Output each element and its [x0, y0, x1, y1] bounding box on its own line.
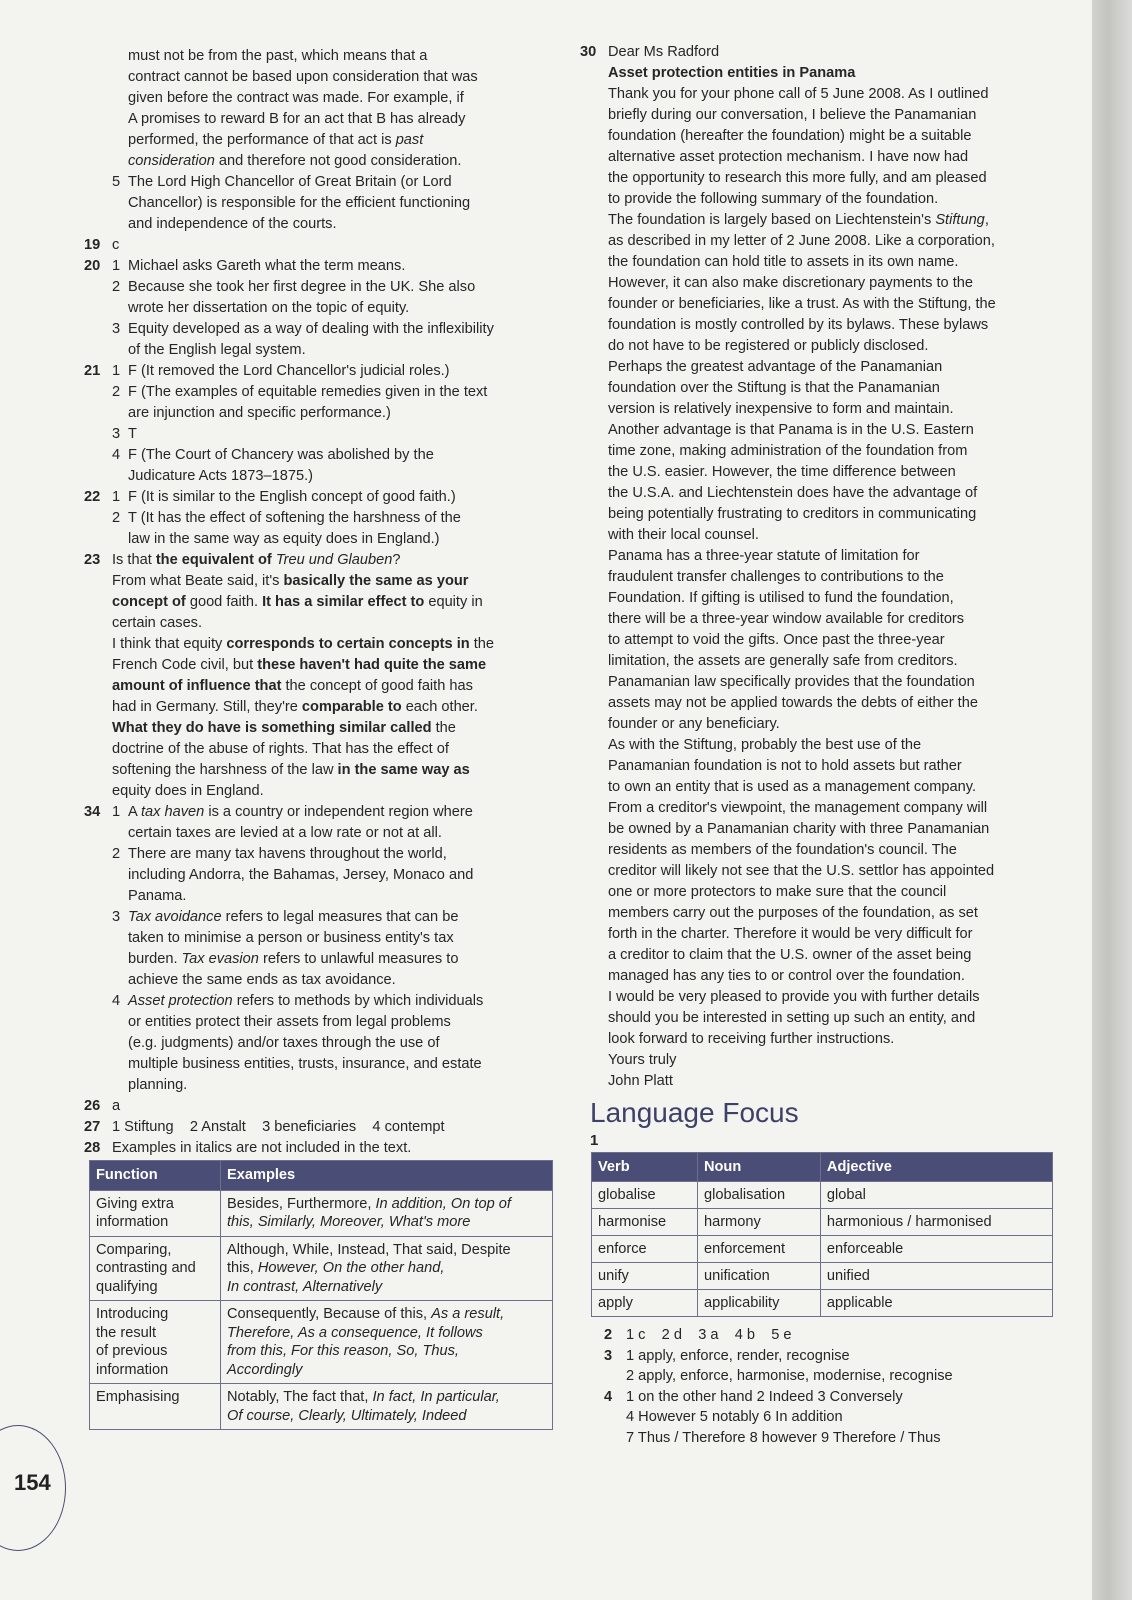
answer-continuation: must not be from the past, which means that a contract cannot be based upon consideration that was given before the contract was made. For example, if A promises to reward B for an act that B has already performed, the performance of that act is past consideration and therefore not good consideration. — [128, 48, 478, 169]
letter-line: do not have to be registered or publicly disclosed. — [608, 338, 929, 354]
table-header-function: Function — [90, 1161, 221, 1191]
letter-line: fraudulent transfer challenges to contributions to the — [608, 569, 944, 585]
answer-item-5: 5 The Lord High Chancellor of Great Britain (or Lord Chancellor) is responsible for the efficient functioning and independence of the courts. — [112, 174, 471, 232]
word-forms-table — [591, 1152, 1053, 1317]
letter-line: the U.S. easier. However, the time difference between — [608, 464, 956, 480]
letter-line: version is relatively inexpensive to form and maintain. — [608, 401, 954, 417]
letter-line: the U.S.A. and Liechtenstein does have the advantage of — [608, 485, 978, 501]
function-examples-table — [89, 1160, 553, 1430]
table-row: unify unification unified — [592, 1263, 1053, 1290]
exercise-4-answers: 4 1 on the other hand 2 Indeed 3 Conversely 4 However 5 notably 6 In addition 7 Thus / Therefore 8 however 9 Therefore / Thus — [604, 1388, 941, 1446]
letter-line: As with the Stiftung, probably the best use of the — [608, 737, 922, 753]
table-row: apply applicability applicable — [592, 1290, 1053, 1317]
page-number: 154 — [14, 1470, 51, 1495]
table-header-verb: Verb — [592, 1153, 698, 1182]
letter-line: Yours truly — [608, 1052, 677, 1068]
letter-line: should you be interested in setting up such an entity, and — [608, 1010, 976, 1026]
answer-23: 23 Is that the equivalent of Treu und Glauben? From what Beate said, it's basically the same as your concept of good faith. It has a similar effect to equity in certain cases. I think that equity corresponds to certain concepts in the French Code civil, but these haven't had quite the same amount of influence that the concept of good faith has had in Germany. Still, they're comparable to each other. What they do have is something similar called the doctrine of the abuse of rights. That has the effect of softening the harshness of the law in the same way as equity does in England. — [84, 552, 495, 799]
letter-line: to own an entity that is used as a management company. — [608, 779, 977, 795]
letter-line: a creditor to claim that the U.S. owner of the asset being — [608, 947, 972, 963]
letter-line: with their local counsel. — [608, 527, 759, 543]
table-row: globalise globalisation global — [592, 1182, 1053, 1209]
letter-line: founder or any beneficiary. — [608, 716, 780, 732]
letter-line: being potentially frustrating to creditors in communicating — [608, 506, 977, 522]
letter-line: managed has any ties to or control over the foundation. — [608, 968, 965, 984]
table-header-examples: Examples — [221, 1161, 553, 1191]
table-row: Comparing, contrasting and qualifying Although, While, Instead, That said, Despite this, However, On the other hand, In contrast, Alternatively — [90, 1236, 553, 1301]
table-row: harmonise harmony harmonious / harmonised — [592, 1209, 1053, 1236]
section-title: Language Focus — [590, 1097, 799, 1128]
table-row: Giving extra information Besides, Furthermore, In addition, On top of this, Similarly, Moreover, What's more — [90, 1190, 553, 1236]
letter-line: Panamanian law specifically provides that the foundation — [608, 674, 975, 690]
letter-line: residents as members of the foundation's council. The — [608, 842, 957, 858]
table-row: enforce enforcement enforceable — [592, 1236, 1053, 1263]
table-row: Introducing the result of previous information Consequently, Because of this, As a result, Therefore, As a consequence, It follows from this, For this reason, So, Thus, Accordingly — [90, 1301, 553, 1384]
letter-line: However, it can also make discretionary payments to the — [608, 275, 974, 291]
answer-20: 20 1 Michael asks Gareth what the term means. 2 Because she took her first degree in the UK. She also wrote her dissertation on the topic of equity. 3 Equity developed as a way of dealing with the inflexibility of the English legal system. — [84, 258, 494, 358]
letter-line: founder or beneficiaries, like a trust. As with the Stiftung, the — [608, 296, 996, 312]
table-row: Emphasising Notably, The fact that, In fact, In particular, Of course, Clearly, Ultimately, Indeed — [90, 1384, 553, 1430]
table-header-noun: Noun — [697, 1153, 820, 1182]
exercise-3-answers: 3 1 apply, enforce, render, recognise 2 apply, enforce, harmonise, modernise, recognise — [604, 1347, 953, 1384]
letter-line: look forward to receiving further instructions. — [608, 1031, 895, 1047]
letter-line: foundation is mostly controlled by its bylaws. These bylaws — [608, 317, 989, 333]
answer-34: 34 1 A tax haven is a country or independent region where certain taxes are levied at a low rate or not at all. 2 There are many tax havens throughout the world, including Andorra, the Bahamas, Jersey, Monaco and Panama. 3 Tax avoidance refers to legal measures that can be taken to minimise a person or business entity's tax burden. Tax evasion refers to unlawful measures to achieve the same ends as tax avoidance. 4 Asset protection refers to methods by which individuals or entities protect their assets from legal problems (e.g. judgments) and/or taxes through the use of multiple business entities, trusts, insurance, and estate planning. — [84, 804, 484, 1093]
exercise-number: 1 — [590, 1132, 599, 1149]
letter-line: assets may not be applied towards the debts of either the — [608, 695, 978, 711]
letter-line: to attempt to void the gifts. Once past the three-year — [608, 632, 945, 648]
letter-line: Another advantage is that Panama is in the U.S. Eastern — [608, 422, 974, 438]
letter-line: the foundation can hold title to assets in its own name. — [608, 254, 959, 270]
answer-26: 26 a — [84, 1098, 121, 1114]
answer-22: 22 1 F (It is similar to the English concept of good faith.) 2 T (It has the effect of softening the harshness of the law in the same way as equity does in England.) — [84, 489, 461, 547]
letter-body-text — [608, 231, 1050, 1092]
letter-line: foundation over the Stiftung is that the Panamanian — [608, 380, 940, 396]
answer-21: 21 1 F (It removed the Lord Chancellor's judicial roles.) 2 F (The examples of equitable remedies given in the text are injunction and specific performance.) 3 T 4 F (The Court of Chancery was abolished by the Judicature Acts 1873–1875.) — [84, 363, 488, 484]
letter-subject: Asset protection entities in Panama — [608, 65, 856, 81]
letter-line: From a creditor's viewpoint, the management company will — [608, 800, 988, 816]
letter-line: creditor will likely not see that the U.S. settlor has appointed — [608, 863, 995, 879]
answer-30-letter: 30 Dear Ms Radford Asset protection entities in Panama Thank you for your phone call of 5 June 2008. As I outlined briefly during our conversation, I believe the Panamanian foundation (hereafter the foundation) might be a suitable alternative asset protection mechanism. I have now had the opportunity to research this more fully, and am pleased to provide the following summary of the foundation. The foundation is largely based on Liechtenstein's Stiftung, as described in my letter of 2 June 2008. Like a corporation, the foundation can hold title to assets in its own name. However, it can also make discretionary payments to the founder or beneficiaries, like a trust. As with the Stiftung, the foundation is mostly controlled by its bylaws. These bylaws do not have to be registered or publicly disclosed. Perhaps the greatest advantage of the Panamanian foundation over the Stiftung is that the Panamanian version is relatively inexpensive to form and maintain. Another advantage is that Panama is in the U.S. Eastern time zone, making administration of the foundation from the U.S. easier. However, the time difference between the U.S.A. and Liechtenstein does have the advantage of being potentially frustrating to creditors in communicating with their local counsel. Panama has a three-year statute of limitation for fraudulent transfer challenges to contributions to the Foundation. If gifting is utilised to fund the foundation, there will be a three-year window available for creditors to attempt to void the gifts. Once past the three-year limitation, the assets are generally safe from creditors. Panamanian law specifically provides that the foundation assets may not be applied towards the debts of either the founder or any beneficiary. As with the Stiftung, probably the best use of the Panamanian foundation is not to hold assets but rather to own an entity that is used as a management company. From a creditor's viewpoint, the management company will be owned by a Panamanian charity with three Panamanian residents as members of the foundation's council. The creditor will likely not see that the U.S. settlor has appointed one or more protectors to make sure that the council members carry out the purposes of the foundation, as set forth in the charter. Therefore it would be very difficult for a creditor to claim that the U.S. owner of the asset being managed has any ties to or control over the foundation. I would be very pleased to provide you with further details should you be interested in setting up such an entity, and look forward to receiving further instructions. Yours truly John Platt — [580, 42, 1050, 1092]
book-spine-shadow — [1092, 0, 1132, 1600]
letter-line: I would be very pleased to provide you with further details — [608, 989, 980, 1005]
letter-salutation: Dear Ms Radford — [608, 44, 720, 60]
letter-line: Panamanian foundation is not to hold assets but rather — [608, 758, 962, 774]
left-column — [84, 46, 554, 1159]
exercise-2-answers: 2 1 c 2 d 3 a 4 b 5 e — [604, 1327, 792, 1343]
letter-line: Perhaps the greatest advantage of the Panamanian — [608, 359, 943, 375]
answer-27: 27 1 Stiftung 2 Anstalt 3 beneficiaries 4 contempt — [84, 1119, 445, 1135]
letter-line: John Platt — [608, 1073, 673, 1089]
language-focus-answers — [604, 1325, 1054, 1448]
letter-line: time zone, making administration of the foundation from — [608, 443, 968, 459]
letter-line: be owned by a Panamanian charity with three Panamanian — [608, 821, 990, 837]
letter-line: forth in the charter. Therefore it would be very difficult for — [608, 926, 973, 942]
letter-line: there will be a three-year window available for creditors — [608, 611, 965, 627]
letter-line: members carry out the purposes of the foundation, as set — [608, 905, 978, 921]
right-column — [580, 42, 1050, 1092]
answer-28: 28 Examples in italics are not included in the text. — [84, 1140, 412, 1156]
table-header-adjective: Adjective — [820, 1153, 1052, 1182]
letter-line: Panama has a three-year statute of limitation for — [608, 548, 920, 564]
letter-line: limitation, the assets are generally safe from creditors. — [608, 653, 958, 669]
letter-line: one or more protectors to make sure that the council — [608, 884, 947, 900]
letter-line: as described in my letter of 2 June 2008. Like a corporation, — [608, 233, 995, 249]
letter-line: Foundation. If gifting is utilised to fund the foundation, — [608, 590, 954, 606]
answer-19: 19 c — [84, 237, 120, 253]
